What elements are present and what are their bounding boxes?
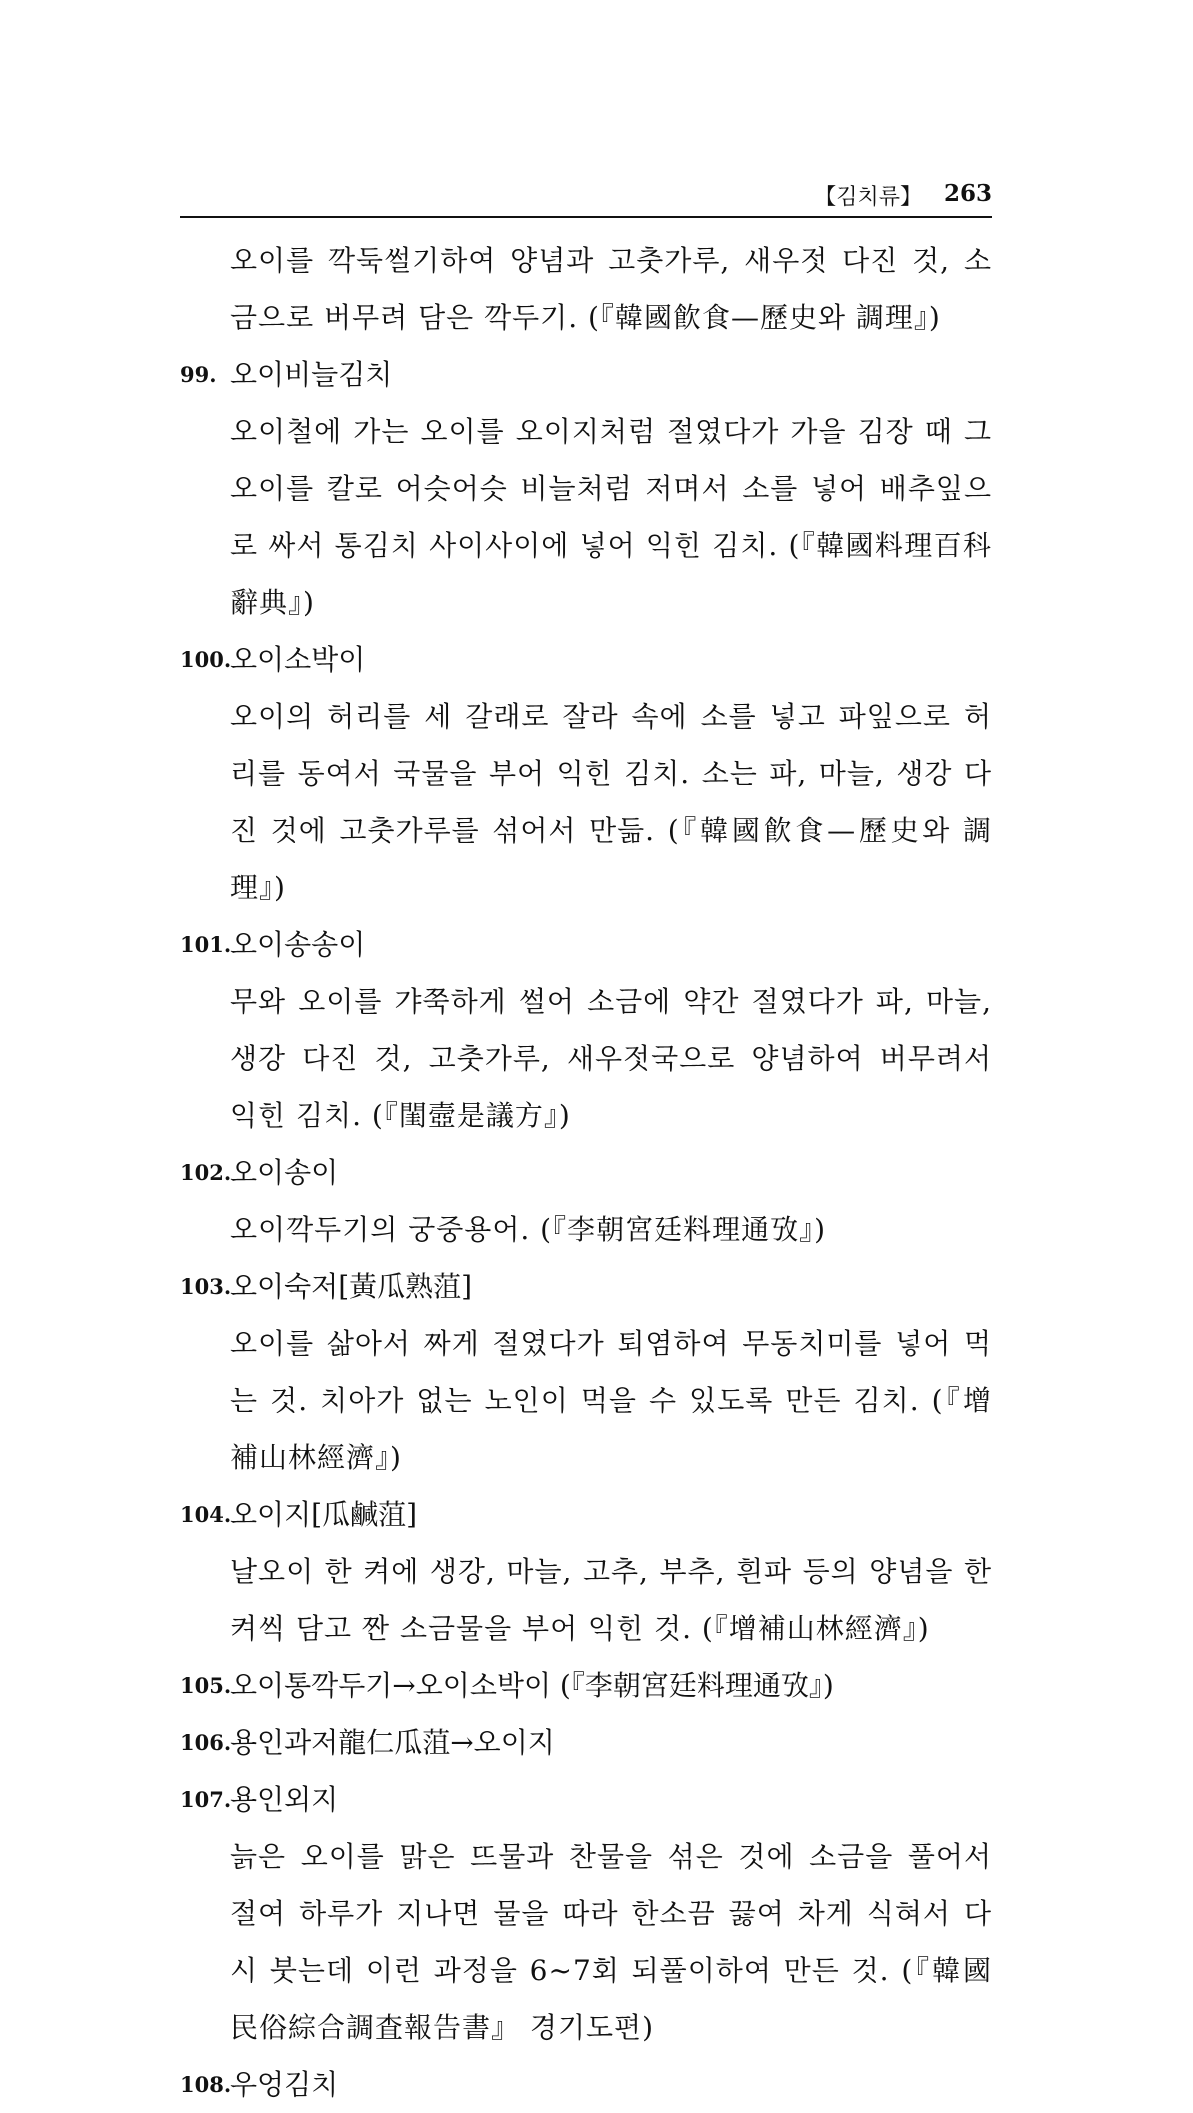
section-title: 【김치류】 [814,185,922,210]
entry-description: 늙은 오이를 맑은 뜨물과 찬물을 섞은 것에 소금을 풀어서 절여 하루가 지나면 물을 따라 한소끔 끓여 차게 식혀서 다시 붓는데 이런 과정을 6~7회 되풀이하여 만든 것. (『韓國民俗綜合調査報告書』 경기도편) [230,1840,992,2044]
entry-description: 오이를 깍둑썰기하여 양념과 고춧가루, 새우젓 다진 것, 소금으로 버무려 담은 깍두기. (『韓國飮食—歷史와 調理』) [230,244,992,334]
entry-title: 오이송송이 [230,928,366,961]
entry-number: 107. [180,1787,232,1812]
entry-heading [180,1771,992,1828]
entry-description: 무와 오이를 갸쭉하게 썰어 소금에 약간 절였다가 파, 마늘, 생강 다진 것, 고춧가루, 새우젓국으로 양념하여 버무려서 익힌 김치. (『閨壼是議方』) [230,985,992,1132]
entry-title: 오이소박이 [230,643,366,676]
entry-number: 99. [180,362,217,387]
entry-description: 오이를 삶아서 짜게 절였다가 퇴염하여 무동치미를 넣어 먹는 것. 치아가 없는 노인이 먹을 수 있도록 만든 김치. (『增補山林經濟』) [230,1327,992,1474]
entry-description: 날오이 한 켜에 생강, 마늘, 고추, 부추, 흰파 등의 양념을 한 켜씩 담고 짠 소금물을 부어 익힌 것. (『增補山林經濟』) [230,1555,992,1645]
entry-heading [180,1486,992,1543]
entry-description: 오이깍두기의 궁중용어. (『李朝宮廷料理通攷』) [230,1213,827,1246]
entry-number: 101. [180,932,232,957]
entry-number: 106. [180,1730,232,1755]
entry-heading [180,1714,992,1771]
entry-title: 오이송이 [230,1156,339,1189]
entry-heading [180,1657,992,1714]
entry-heading [180,916,992,973]
entry-heading [180,631,992,688]
running-header [180,178,992,218]
entry-title: 오이비늘김치 [230,358,393,391]
entry-title: 오이통깍두기→오이소박이 (『李朝宮廷料理通攷』) [230,1669,834,1702]
entry-title: 용인과저龍仁瓜菹→오이지 [230,1726,555,1759]
entry-description: 오이철에 가는 오이를 오이지처럼 절였다가 가을 김장 때 그 오이를 칼로 어슷어슷 비늘처럼 저며서 소를 넣어 배추잎으로 싸서 통김치 사이사이에 넣어 익힌 김치. (『韓國料理百科辭典』) [230,415,992,619]
entry-heading [180,1258,992,1315]
entry-title: 우엉김치 [230,2068,339,2101]
entry-title: 오이숙저[黃瓜熟菹] [230,1270,473,1303]
entry-number: 103. [180,1274,232,1299]
entry-title: 용인외지 [230,1783,339,1816]
entry-number: 100. [180,647,232,672]
entry-title: 오이지[瓜鹹菹] [230,1498,417,1531]
entry-heading [180,346,992,403]
entry-number: 104. [180,1502,232,1527]
entry-number: 108. [180,2072,232,2097]
entry-heading [180,2056,992,2113]
entry-heading [180,1144,992,1201]
entry-number: 105. [180,1673,232,1698]
page-number: 263 [943,180,992,207]
entry-list [180,232,992,2113]
entry-number: 102. [180,1160,232,1185]
entry-description: 오이의 허리를 세 갈래로 잘라 속에 소를 넣고 파잎으로 허리를 동여서 국물을 부어 익힌 김치. 소는 파, 마늘, 생강 다진 것에 고춧가루를 섞어서 만듦. (『韓國飮食—歷史와 調理』) [230,700,992,904]
